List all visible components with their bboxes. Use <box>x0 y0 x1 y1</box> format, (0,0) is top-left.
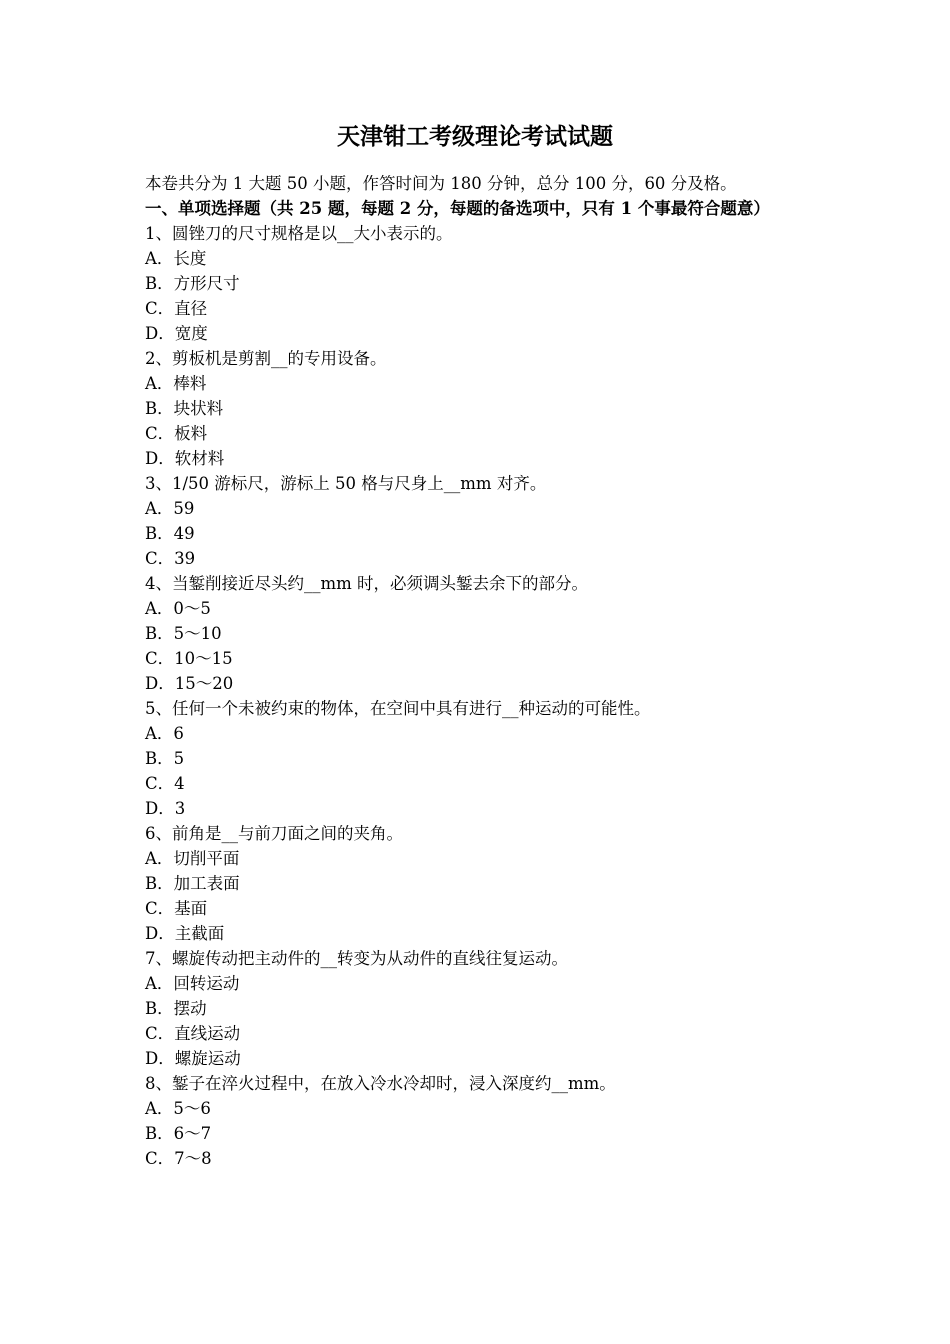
answer-option: C．基面 <box>145 899 208 918</box>
answer-option: C．7～8 <box>145 1149 212 1168</box>
question-list <box>145 221 815 1171</box>
answer-option: B．方形尺寸 <box>145 274 240 293</box>
answer-option: A．5～6 <box>145 1099 211 1118</box>
answer-option: B．49 <box>145 524 195 543</box>
answer-option: C．39 <box>145 549 196 568</box>
answer-option: A．0～5 <box>145 599 211 618</box>
answer-option: D．螺旋运动 <box>145 1049 241 1068</box>
answer-option: B．加工表面 <box>145 874 240 893</box>
answer-option: A．切削平面 <box>145 849 240 868</box>
answer-option: D．主截面 <box>145 924 225 943</box>
answer-option: D．软材料 <box>145 449 225 468</box>
question-stem: 4、当錾削接近尽头约__mm 时，必须调头錾去余下的部分。 <box>145 574 589 593</box>
answer-option: A．6 <box>145 724 184 743</box>
answer-option: D．15～20 <box>145 674 234 693</box>
answer-option: C．10～15 <box>145 649 233 668</box>
answer-option: B．块状料 <box>145 399 224 418</box>
question-stem: 2、剪板机是剪割__的专用设备。 <box>145 349 387 368</box>
answer-option: B．5 <box>145 749 185 768</box>
section-heading <box>145 196 815 221</box>
question-stem: 5、任何一个未被约束的物体，在空间中具有进行__种运动的可能性。 <box>145 699 651 718</box>
answer-option: A．59 <box>145 499 195 518</box>
question-stem: 1、圆锉刀的尺寸规格是以__大小表示的。 <box>145 224 453 243</box>
exam-intro: 本卷共分为 1 大题 50 小题，作答时间为 180 分钟，总分 100 分，60 分及格。 <box>145 174 737 193</box>
document-body <box>145 171 815 1171</box>
answer-option: C．直径 <box>145 299 208 318</box>
answer-option: B．5～10 <box>145 624 222 643</box>
answer-option: D．3 <box>145 799 186 818</box>
question-stem: 8、錾子在淬火过程中，在放入冷水冷却时，浸入深度约__mm。 <box>145 1074 616 1093</box>
answer-option: C．直线运动 <box>145 1024 241 1043</box>
section-heading-text: 一、单项选择题（共 25 题，每题 2 分，每题的备选项中，只有 1 个事最符合题意） <box>145 199 770 218</box>
answer-option: B．6～7 <box>145 1124 212 1143</box>
document-title: 天津钳工考级理论考试试题 <box>337 123 613 150</box>
answer-option: A．棒料 <box>145 374 207 393</box>
answer-option: A．回转运动 <box>145 974 240 993</box>
answer-option: C．板料 <box>145 424 208 443</box>
question-stem: 7、螺旋传动把主动件的__转变为从动件的直线往复运动。 <box>145 949 568 968</box>
answer-option: C．4 <box>145 774 185 793</box>
question-stem: 3、1/50 游标尺，游标上 50 格与尺身上__mm 对齐。 <box>145 474 547 493</box>
answer-option: A．长度 <box>145 249 207 268</box>
answer-option: B．摆动 <box>145 999 207 1018</box>
answer-option: D．宽度 <box>145 324 208 343</box>
question-stem: 6、前角是__与前刀面之间的夹角。 <box>145 824 403 843</box>
